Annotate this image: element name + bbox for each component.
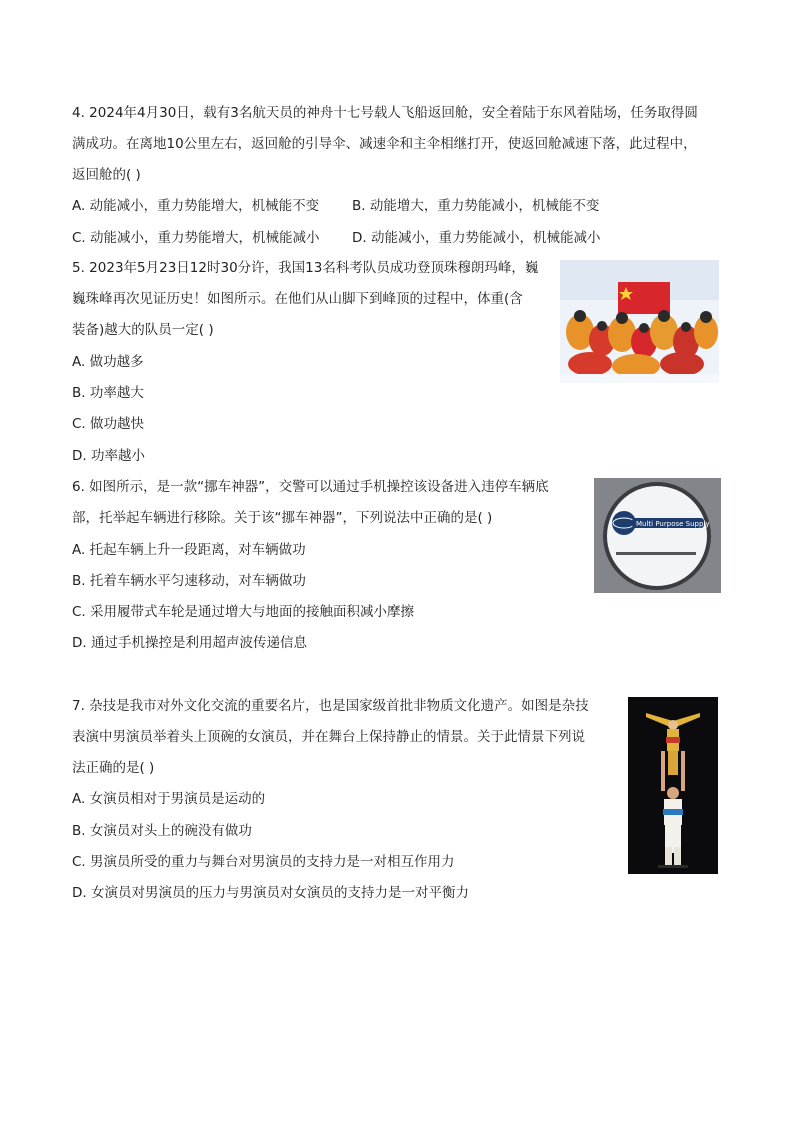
q4-option-a[interactable]: A. 动能减小，重力势能增大，机械能不变 [72,198,320,214]
q5-option-b[interactable]: B. 功率越大 [72,385,144,401]
q5-stem-line1: 5. 2023年5月23日12时30分许，我国13名科考队员成功登顶珠穆朗玛峰，巍 [72,260,539,276]
q5-option-a[interactable]: A. 做功越多 [72,354,144,370]
q4-option-b[interactable]: B. 动能增大，重力势能减小，机械能不变 [352,198,600,214]
q4-option-d[interactable]: D. 动能减小，重力势能减小，机械能减小 [352,230,601,246]
q4-option-c[interactable]: C. 动能减小，重力势能增大，机械能减小 [72,230,320,246]
q7-option-d[interactable]: D. 女演员对男演员的压力与男演员对女演员的支持力是一对平衡力 [72,885,469,901]
q7-stem-line2: 表演中男演员举着头上顶碗的女演员，并在舞台上保持静止的情景。关于此情景下列说 [72,729,585,745]
q4-stem-line2: 满成功。在离地10公里左右，返回舱的引导伞、减速伞和主伞相继打开，使返回舱减速下落，此过程中， [72,136,697,152]
everest-summit-photo [560,260,719,383]
acrobatics-photo [628,697,718,874]
q4-options-row2 [72,228,601,248]
q6-option-d[interactable]: D. 通过手机操控是利用超声波传递信息 [72,635,307,651]
q4-options-row1 [72,196,600,216]
q6-stem-line1: 6. 如图所示，是一款“挪车神器”，交警可以通过手机操控该设备进入违停车辆底 [72,479,549,495]
q6-stem-line2: 部，托举起车辆进行移除。关于该“挪车神器”，下列说法中正确的是( ) [72,510,493,526]
q7-stem-line1: 7. 杂技是我市对外文化交流的重要名片，也是国家级首批非物质文化遗产。如图是杂技 [72,698,589,714]
q5-stem-line2: 巍珠峰再次见证历史！如图所示。在他们从山脚下到峰顶的过程中，体重(含 [72,291,523,307]
q5-option-d[interactable]: D. 功率越小 [72,448,145,464]
q7-option-c[interactable]: C. 男演员所受的重力与舞台对男演员的支持力是一对相互作用力 [72,854,455,870]
car-mover-device-photo [594,478,721,593]
q5-stem-line3: 装备)越大的队员一定( ) [72,322,214,338]
q5-option-c[interactable]: C. 做功越快 [72,416,145,432]
q7-stem-line3: 法正确的是( ) [72,760,155,776]
q7-option-a[interactable]: A. 女演员相对于男演员是运动的 [72,791,266,807]
q4-stem-line1: 4. 2024年4月30日，载有3名航天员的神舟十七号载人飞船返回舱，安全着陆于东风着陆场，任务取得圆 [72,105,698,121]
device-logo-text: Multi Purpose Supply [636,520,710,528]
q6-option-c[interactable]: C. 采用履带式车轮是通过增大与地面的接触面积减小摩擦 [72,604,415,620]
q6-option-b[interactable]: B. 托着车辆水平匀速移动，对车辆做功 [72,573,306,589]
q6-option-a[interactable]: A. 托起车辆上升一段距离，对车辆做功 [72,542,306,558]
q7-option-b[interactable]: B. 女演员对头上的碗没有做功 [72,823,252,839]
q4-stem-line3: 返回舱的( ) [72,167,141,183]
